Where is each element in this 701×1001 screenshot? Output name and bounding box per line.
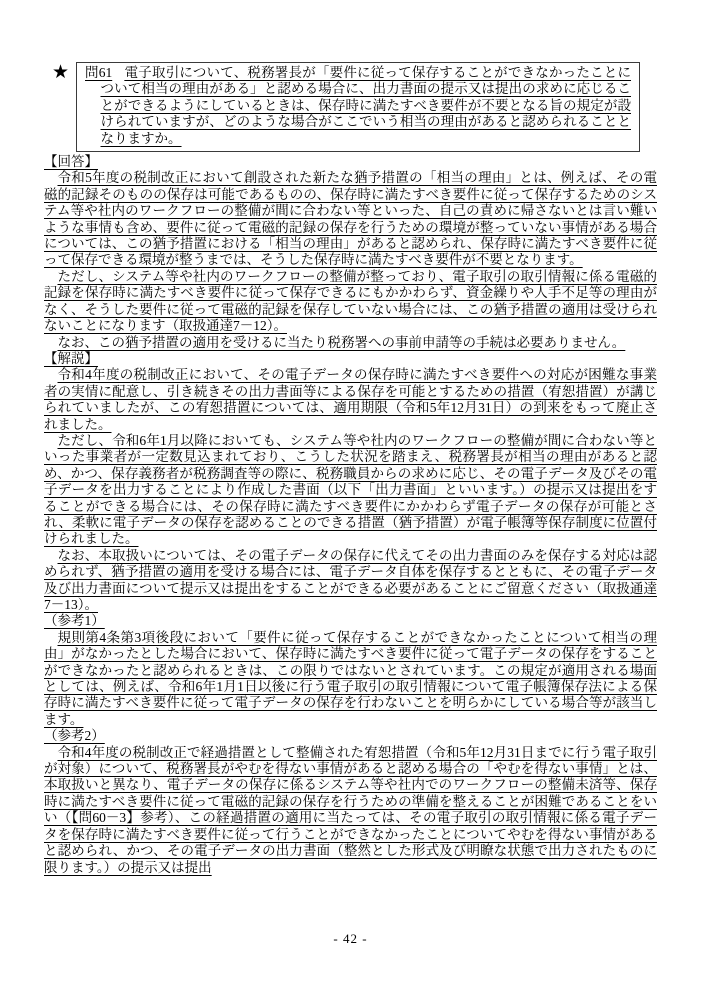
reference1-paragraph: 規則第4条第3項後段において「要件に従って保存することができなかったことについて相当の理由」がなかったとした場合において、保存時に満たすべき要件に従って電子データの保存をすることができなかったと認められるときは、この限りではないとされています。この規定が適用される場面としては、例えば、令和6年1月1日以後に行う電子取引の取引情報について電子帳簿保存法による保存時に満たすべき要件に従って電子データの保存を行わないことを明らかにしている場合等が該当します。 (44, 629, 657, 727)
star-icon: ★ (52, 62, 70, 83)
reference2-heading: （参考2） (44, 728, 105, 744)
answer-paragraph: なお、この猶予措置の適用を受けるに当たり税務署への事前申請等の手続は必要ありません。 (57, 334, 626, 350)
page-content (44, 62, 657, 876)
answer-paragraph: ただし、システム等や社内のワークフローの整備が整っており、電子取引の取引情報に係る電磁的記録を保存時に満たすべき要件に従って保存できるにもかかわらず、資金繰りや人手不足等の理由がなく、そうした要件に従って電磁的記録を保存していない場合には、この猶予措置の適用は受けられないことになります（取扱通達7－12）。 (44, 268, 657, 334)
reference2-paragraph: 令和4年度の税制改正で経過措置として整備された宥恕措置（令和5年12月31日までに行う電子取引が対象）について、税務署長がやむを得ない事情があると認める場合の「やむを得ない事情」とは、本取扱いと異なり、電子データの保存に係るシステム等や社内でのワークフローの整備未済等、保存時に満たすべき要件に従って電磁的記録の保存を行うための準備を整えることが困難であることをいい（【問60－3】参考）、この経過措置の適用に当たっては、その電子取引の取引情報に係る電子データを保存時に満たすべき要件に従って行うことができなかったことについてやむを得ない事情があると認められ、かつ、その電子データの出力書面（整然とした形式及び明瞭な状態で出力されたものに限ります。）の提示又は提出 (44, 744, 657, 875)
explanation-paragraph: ただし、令和6年1月以降においても、システム等や社内のワークフローの整備が間に合わない等といった事業者が一定数見込まれており、こうした状況を踏まえ、税務署長が相当の理由があると認め、かつ、保存義務者が税務調査等の際に、税務職員からの求めに応じ、その電子データ及びその電子データを出力することにより作成した書面（以下「出力書面」といいます。）の提示又は提出をすることができる場合には、その保存時に満たすべき要件にかかわらず電子データの保存が可能とされ、柔軟に電子データの保存を認めることのできる措置（猶予措置）が電子帳簿等保存制度に位置付けられました。 (44, 432, 657, 547)
question-box (76, 62, 640, 152)
answer-heading: 【回答】 (44, 154, 98, 170)
answer-paragraph: 令和5年度の税制改正において創設された新たな猶予措置の「相当の理由」とは、例えば、その電磁的記録そのものの保存は可能であるものの、保存時に満たすべき要件に従って保存するためのシステム等や社内のワークフローの整備が間に合わない等といった、自己の責めに帰さないとは言い難いような事情も含め、要件に従って電磁的記録の保存を行うための環境が整っていない事情がある場合については、この猶予措置における「相当の理由」があると認められ、保存時に満たすべき要件に従って保存できる環境が整うまでは、そうした保存時に満たすべき要件が不要となります。 (44, 170, 657, 268)
question-block (52, 62, 640, 152)
question-number: 問61 (85, 65, 113, 80)
explanation-heading: 【解説】 (44, 350, 98, 366)
page-number: - 42 - (333, 931, 368, 946)
explanation-paragraph: なお、本取扱いについては、その電子データの保存に代えてその出力書面のみを保存する対応は認められず、猶予措置の適用を受ける場合には、電子データ自体を保存するとともに、その電子データ及び出力書面について提示又は提出をすることができる必要があることにご留意ください（取扱通達7－13）。 (44, 547, 657, 612)
question-text (85, 65, 631, 147)
reference1-heading: （参考1） (44, 613, 105, 629)
explanation-paragraph: 令和4年度の税制改正において、その電子データの保存時に満たすべき要件への対応が困難な事業者の実情に配意し、引き続きその出力書面等による保存を可能とするための措置（宥恕措置）が講じられていましたが、この宥恕措置については、適用期限（令和5年12月31日）の到来をもって廃止されました。 (44, 367, 657, 432)
question-body-text: 電子取引について、税務署長が「要件に従って保存することができなかったことについて相当の理由がある」と認める場合に、出力書面の提示又は提出の求めに応じることができるようにしているときは、保存時に満たすべき要件が不要となる旨の規定が設けられていますが、どのような場合がここでいう相当の理由があると認められることとなりますか。 (100, 65, 632, 146)
